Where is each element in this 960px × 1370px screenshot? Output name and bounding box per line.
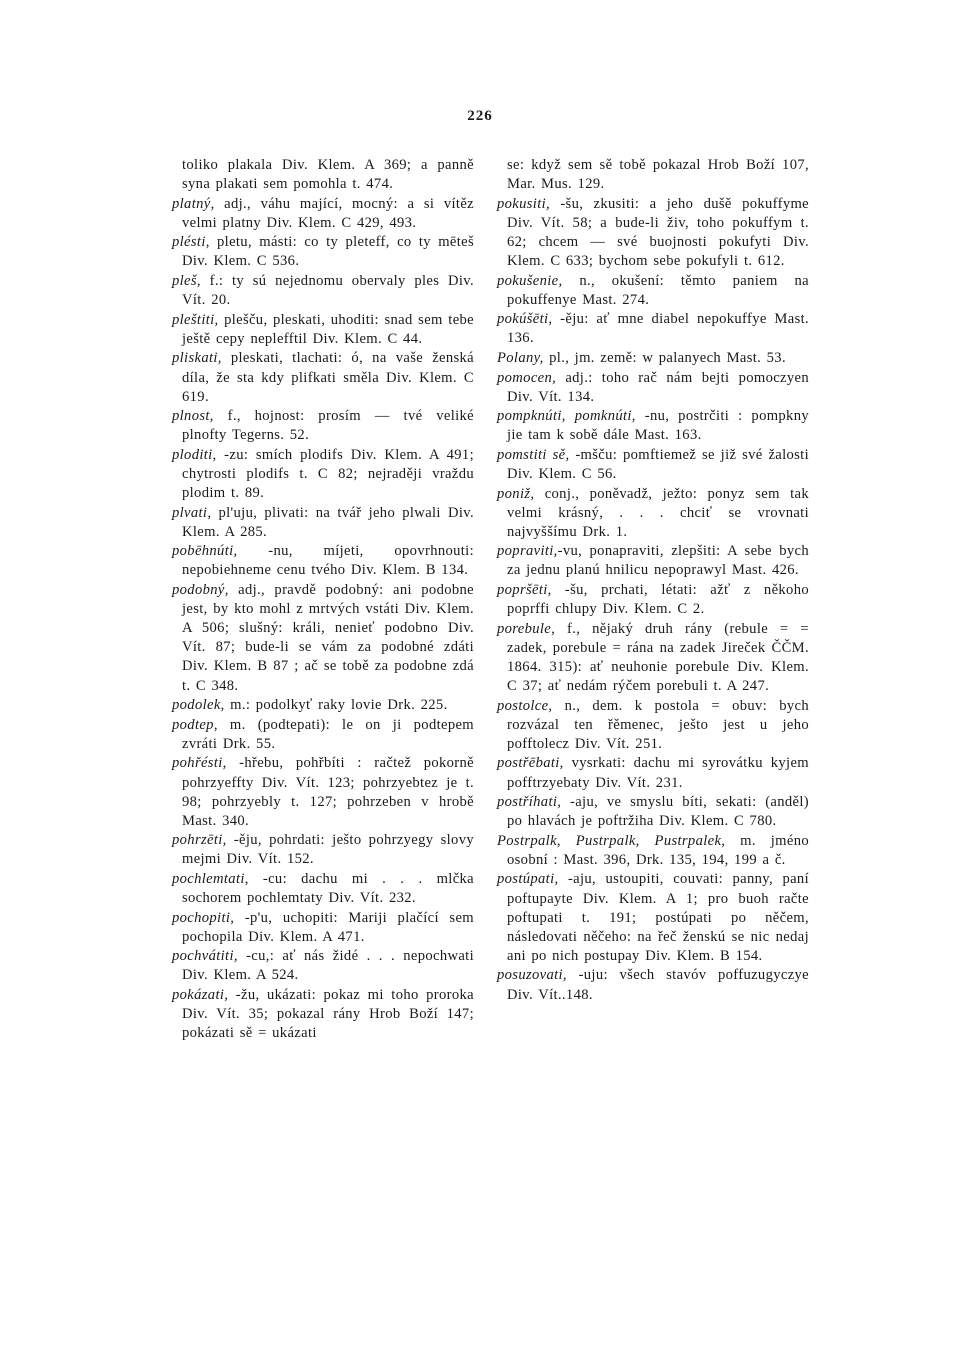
entry-headword: pobēhnúti,: [172, 543, 238, 560]
dictionary-entry: [172, 504, 474, 542]
entry-headword: poniž,: [497, 485, 535, 502]
entry-headword: postolce,: [497, 697, 553, 714]
entry-headword: postřēbati,: [497, 755, 564, 772]
page-number: 226: [467, 108, 493, 124]
entry-definition: n., dem. k postola = obuv: bych rozvázal ten řěmenec, ješto jest u jeho pofftolecz Div. Vít. 251.: [507, 697, 809, 752]
dictionary-entry: [172, 754, 474, 830]
dictionary-entry: [497, 195, 809, 271]
entry-definition: m. jméno osobní : Mast. 396, Drk. 135, 194, 199 a č.: [507, 832, 809, 868]
dictionary-entry: [172, 542, 474, 580]
dictionary-entry: [497, 754, 809, 792]
dictionary-entry: [497, 446, 809, 484]
entry-headword: popršēti,: [497, 582, 552, 599]
dictionary-entry: [172, 986, 474, 1043]
entry-definition: -ěju, pohrdati: ješto pohrzyegy slovy mejmi Div. Vít. 152.: [182, 832, 474, 868]
dictionary-entry: [172, 870, 474, 908]
entry-headword: pokázati,: [172, 987, 229, 1004]
left-column: [172, 156, 474, 1044]
dictionary-entry: [497, 542, 809, 580]
dictionary-entry: [172, 156, 474, 194]
entry-headword: Postrpalk, Pustrpalk, Pustrpalek,: [497, 832, 726, 849]
dictionary-entry: [172, 233, 474, 271]
dictionary-entry: [497, 407, 809, 445]
entry-headword: plvati,: [172, 504, 212, 521]
entry-definition: -mšču: pomftiemež se již své žalosti Div. Klem. C 56.: [507, 446, 809, 482]
dictionary-entry: [497, 349, 809, 368]
entry-headword: pomstiti sě,: [497, 446, 570, 463]
dictionary-entry: [172, 716, 474, 754]
dictionary-entry: [172, 909, 474, 947]
entry-headword: pleš,: [172, 273, 201, 290]
entry-definition: -vu, ponapraviti, zlepšiti: A sebe bych za jednu planú hnilicu nepoprawyl Mast. 426.: [507, 543, 809, 579]
entry-headword: pomocen,: [497, 369, 557, 386]
dictionary-entry: [497, 485, 809, 542]
entry-definition: pleskati, tlachati: ó, na vaše ženská díla, že sta kdy plifkati směla Div. Klem. C 619.: [182, 350, 474, 405]
entry-headword: posuzovati,: [497, 967, 567, 984]
entry-headword: postúpati,: [497, 871, 559, 888]
dictionary-entry: [497, 870, 809, 965]
dictionary-entry: [172, 272, 474, 310]
entry-headword: pokúšēti,: [497, 311, 553, 328]
entry-definition: -nu, postrčiti : pompkny jie tam k sobě dále Mast. 163.: [507, 408, 809, 444]
entry-headword: plnost,: [172, 408, 214, 425]
dictionary-entry: [497, 581, 809, 619]
entry-definition: n., okušení: těmto paniem na pokuffenye Mast. 274.: [507, 272, 809, 308]
dictionary-entry: [497, 310, 809, 348]
dictionary-entry: [497, 620, 809, 696]
entry-definition: plešču, pleskati, uhoditi: snad sem tebe ještě cepy neplefftil Div. Klem. C 44.: [182, 311, 474, 347]
entry-headword: podobný,: [172, 582, 229, 599]
dictionary-entry: [497, 369, 809, 407]
entry-headword: podolek,: [172, 697, 225, 714]
entry-headword: podtep,: [172, 716, 218, 733]
entry-definition: -hřebu, pohřbíti : račtež pokorně pohrzyeffty Div. Vít. 123; pohrzyebtez je t. 98; pohrzyebly t. 127; pohrzeben v hrobě Mast. 340.: [182, 755, 474, 829]
dictionary-entry: [172, 446, 474, 503]
entry-definition: pl'uju, plivati: na tvář jeho plwali Div. Klem. A 285.: [182, 504, 474, 540]
entry-definition: f., hojnost: prosím — tvé veliké plnofty Tegerns. 52.: [182, 408, 474, 444]
entry-headword: pokušenie,: [497, 272, 563, 289]
entry-definition: pl., jm. země: w palanyech Mast. 53.: [543, 349, 786, 366]
entry-definition: -zu: smích plodifs Div. Klem. A 491; chytrosti plodifs t. C 82; nejraději vraždu plodim t. 89.: [182, 446, 474, 502]
entry-headword: pochopiti,: [172, 909, 235, 926]
entry-definition: toliko plakala Div. Klem. A 369; a panně syna plakati sem pomohla t. 474.: [182, 157, 474, 193]
dictionary-entry: [497, 156, 809, 194]
entry-definition: f., nějaký druh rány (rebule = = zadek, porebule = rána na zadek Jireček ČČM. 1864. 315): ať neuhonie porebule Div. Klem. C 37; ať nedám rýčem porebuli t. A 247.: [507, 620, 809, 695]
entry-headword: pohřésti,: [172, 755, 227, 772]
right-column: [497, 156, 809, 1005]
entry-headword: pliskati,: [172, 350, 222, 367]
dictionary-entry: [497, 966, 809, 1004]
entry-headword: popraviti,: [497, 543, 558, 560]
entry-definition: adj., váhu mající, mocný: a si vítěz velmi platny Div. Klem. C 429, 493.: [182, 195, 474, 231]
entry-definition: -šu, prchati, létati: ažť z někoho poprffi chlupy Div. Klem. C 2.: [507, 582, 809, 618]
entry-definition: adj., pravdě podobný: ani podobne jest, by kto mohl z mrtvých vstáti Div. Klem. A 506; slušný: králi, nenieť podobno Div. Vít. 87; bude-li se vám za podobné zdáti Div. Klem. B 87 ; ač se tobě za podobne zdá t. C 348.: [182, 582, 474, 694]
entry-definition: m.: podolkyť raky lovie Drk. 225.: [224, 697, 448, 714]
dictionary-entry: [172, 696, 474, 715]
entry-definition: -nu, míjeti, opovrhnouti: nepobiehneme cenu tvého Div. Klem. B 134.: [182, 543, 474, 579]
entry-headword: pompknúti, pomknúti,: [497, 408, 636, 425]
dictionary-entry: [172, 349, 474, 406]
entry-definition: -aju, ustoupiti, couvati: panny, paní poftupayte Div. Klem. A 1; pro buoh račte poftupati t. 191; postúpati po něčem, následovati něčeho: na řeč ženskú se nic nedaj ani po nich postupay Div. Klem. B 154.: [507, 871, 809, 964]
entry-headword: plésti,: [172, 234, 210, 251]
dictionary-entry: [172, 947, 474, 985]
entry-definition: vysrkati: dachu mi syrovátku kyjem pofftrzyebaty Div. Vít. 231.: [507, 755, 809, 791]
entry-definition: se: když sem sě tobě pokazal Hrob Boží 107, Mar. Mus. 129.: [507, 157, 809, 193]
entry-definition: f.: ty sú nejednomu obervaly ples Div. Vít. 20.: [182, 273, 474, 309]
dictionary-entry: [172, 195, 474, 233]
dictionary-entry: [172, 311, 474, 349]
dictionary-entry: [497, 697, 809, 754]
entry-definition: pletu, másti: co ty pleteff, co ty mēteš Div. Klem. C 536.: [182, 234, 474, 270]
entry-definition: -cu,: ať nás židé . . . nepochwati Div. Klem. A 524.: [182, 948, 474, 984]
dictionary-entry: [497, 832, 809, 870]
entry-definition: -šu, zkusiti: a jeho dušě pokuffyme Div. Vít. 58; a bude-li živ, toho pokuffym t. 62; chcem — své buojnosti pokufyti Div. Klem. C 633; bychom sebe pokufyli t. 612.: [507, 195, 809, 269]
entry-definition: m. (podtepati): le on ji podtepem zvráti Drk. 55.: [182, 716, 474, 752]
dictionary-entry: [172, 407, 474, 445]
dictionary-entry: [497, 272, 809, 310]
entry-definition: -cu: dachu mi . . . mlčka sochorem pochlemtaty Div. Vít. 232.: [182, 870, 474, 907]
entry-headword: ploditi,: [172, 446, 217, 463]
dictionary-entry: [497, 793, 809, 831]
entry-definition: -ěju: ať mne diabel nepokuffye Mast. 136.: [507, 311, 809, 347]
entry-definition: -p'u, uchopiti: Mariji plačící sem pochopila Div. Klem. A 471.: [182, 909, 474, 945]
entry-definition: -žu, ukázati: pokaz mi toho proroka Div. Vít. 35; pokazal rány Hrob Boží 147; pokázati sě = ukázati: [182, 987, 474, 1042]
entry-headword: porebule,: [497, 620, 556, 637]
dictionary-entry: [172, 581, 474, 696]
entry-definition: -aju, ve smyslu bíti, sekati: (anděl) po hlavách je poftržiha Div. Klem. C 780.: [507, 794, 809, 830]
entry-headword: pochvátiti,: [172, 948, 238, 965]
dictionary-entry: [172, 831, 474, 869]
entry-headword: platný,: [172, 195, 215, 212]
entry-definition: -uju: všech stavóv poffuzugyczye Div. Vít..148.: [507, 967, 809, 1003]
entry-headword: pokusiti,: [497, 195, 551, 212]
entry-headword: pochlemtati,: [172, 870, 249, 887]
entry-headword: Polany,: [497, 349, 544, 366]
entry-headword: pohrzēti,: [172, 832, 227, 849]
entry-definition: conj., poněvadž, ježto: ponyz sem tak velmi krásný, . . . chciť se vrovnati najvyššímu Drk. 1.: [507, 485, 809, 540]
entry-headword: pleštiti,: [172, 311, 219, 328]
entry-headword: postříhati,: [497, 794, 562, 811]
entry-definition: adj.: toho rač nám bejti pomoczyen Div. Vít. 134.: [507, 369, 809, 405]
